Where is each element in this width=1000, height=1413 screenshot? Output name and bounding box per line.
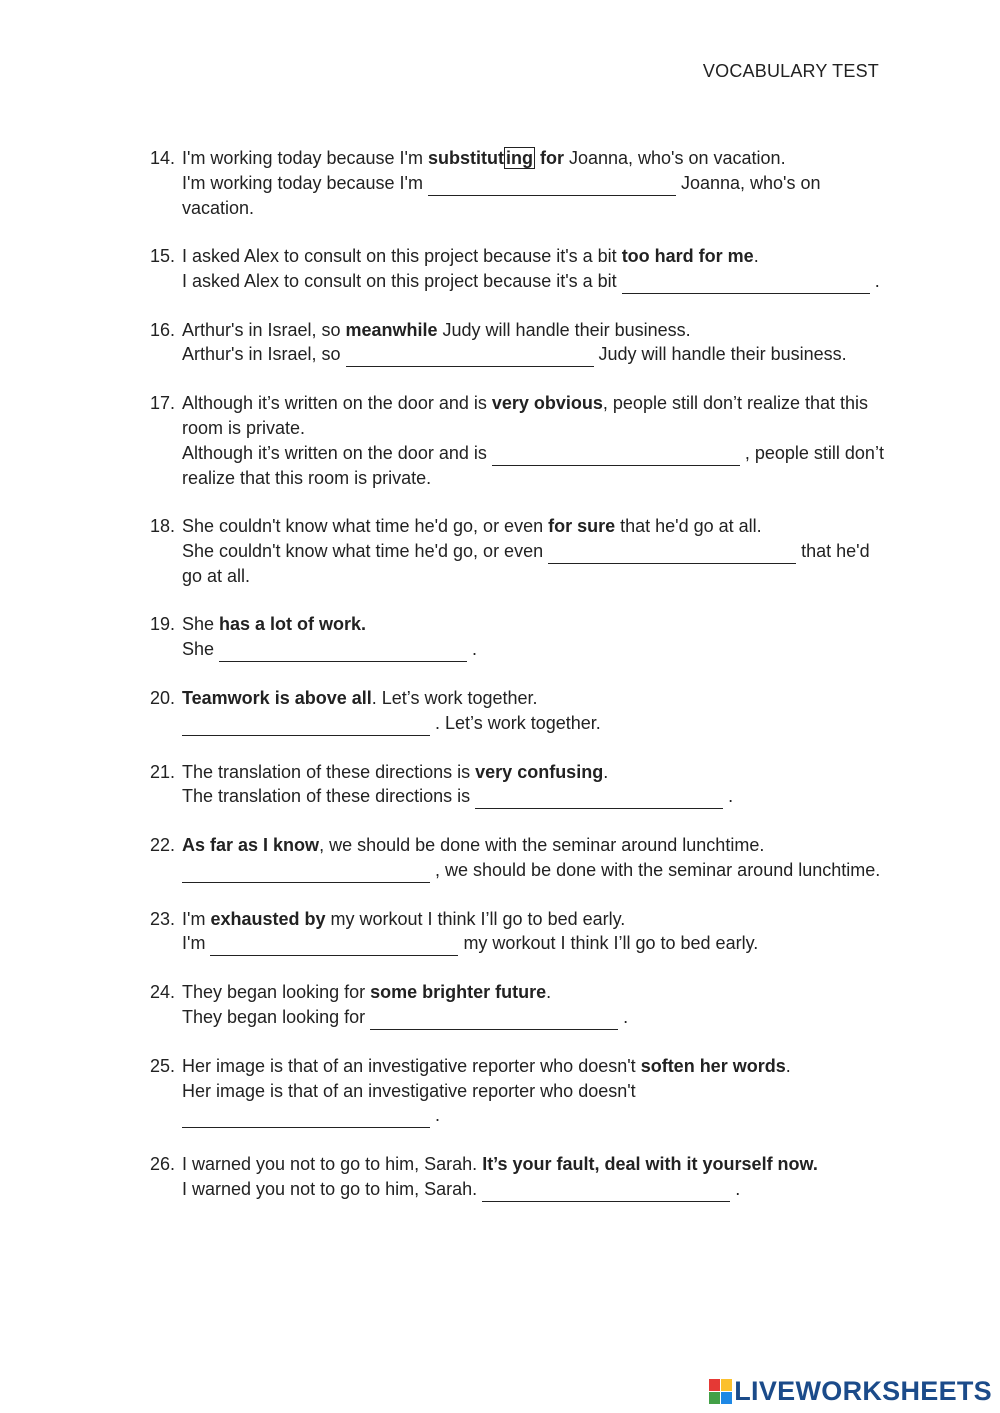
question-number: 14. <box>150 148 176 168</box>
original-sentence: The translation of these directions is very confusing. <box>182 761 609 782</box>
original-sentence: I'm exhausted by my workout I think I’ll go to bed early. <box>182 908 626 929</box>
question-18 <box>150 514 885 588</box>
logo-square-green <box>709 1392 720 1404</box>
question-16 <box>150 318 885 368</box>
question-number: 23. <box>150 908 176 929</box>
rewrite-sentence: She couldn't know what time he'd go, or even that he'd go at all. <box>182 540 870 586</box>
question-14 <box>150 146 885 220</box>
original-sentence: I asked Alex to consult on this project because it's a bit too hard for me. <box>182 246 759 267</box>
original-sentence: Teamwork is above all. Let’s work together. <box>182 687 538 708</box>
answer-input-23[interactable] <box>210 935 458 956</box>
question-26 <box>150 1152 885 1202</box>
answer-input-16[interactable] <box>346 346 594 367</box>
rewrite-sentence: She . <box>182 637 885 662</box>
original-sentence: Although it’s written on the door and is very obvious, people still don’t realize that this room is private. <box>182 393 869 438</box>
original-sentence: She has a lot of work. <box>182 614 367 635</box>
target-phrase: exhausted by <box>210 908 326 929</box>
answer-input-17[interactable] <box>492 445 740 466</box>
logo-square-blue <box>721 1392 732 1404</box>
logo-square-red <box>709 1379 720 1391</box>
answer-input-14[interactable] <box>428 175 676 196</box>
answer-input-15[interactable] <box>622 273 870 294</box>
original-sentence: I warned you not to go to him, Sarah. It’s your fault, deal with it yourself now. <box>182 1154 818 1175</box>
question-number: 25. <box>150 1055 176 1076</box>
question-number: 21. <box>150 761 176 782</box>
answer-input-24[interactable] <box>370 1009 618 1030</box>
logo-icon <box>709 1379 732 1404</box>
answer-input-26[interactable] <box>482 1181 730 1202</box>
target-phrase: substitut ing for <box>427 148 564 168</box>
rewrite-sentence: Arthur's in Israel, so Judy will handle their business. <box>182 342 885 367</box>
question-25 <box>150 1054 885 1128</box>
answer-input-25[interactable] <box>182 1107 430 1128</box>
target-phrase: As far as I know <box>182 835 320 856</box>
answer-input-22[interactable] <box>182 862 430 883</box>
rewrite-sentence: I warned you not to go to him, Sarah. . <box>182 1177 885 1202</box>
question-20 <box>150 686 885 736</box>
target-phrase: very confusing <box>475 761 604 782</box>
question-17 <box>150 391 885 490</box>
question-number: 20. <box>150 687 176 708</box>
logo-square-yellow <box>721 1379 732 1391</box>
question-19 <box>150 612 885 662</box>
question-number: 19. <box>150 614 176 635</box>
rewrite-sentence: Her image is that of an investigative reporter who doesn't . <box>182 1079 885 1129</box>
question-21 <box>150 760 885 810</box>
target-phrase: meanwhile <box>345 319 438 340</box>
original-sentence: Her image is that of an investigative reporter who doesn't soften her words. <box>182 1055 791 1076</box>
question-number: 22. <box>150 835 176 856</box>
question-15 <box>150 244 885 294</box>
cursor-box: ing <box>505 148 533 168</box>
target-phrase: very obvious <box>491 393 603 414</box>
question-list <box>150 146 885 1226</box>
original-sentence: She couldn't know what time he'd go, or even for sure that he'd go at all. <box>182 516 762 537</box>
answer-input-19[interactable] <box>219 641 467 662</box>
target-phrase: soften her words <box>640 1055 786 1076</box>
answer-input-20[interactable] <box>182 715 430 736</box>
target-phrase: has a lot of work. <box>219 614 367 635</box>
rewrite-sentence: . Let’s work together. <box>182 711 885 736</box>
rewrite-sentence: , we should be done with the seminar around lunchtime. <box>182 858 885 883</box>
rewrite-sentence: The translation of these directions is . <box>182 784 885 809</box>
rewrite-sentence: They began looking for . <box>182 1005 885 1030</box>
logo-text: LIVEWORKSHEETS <box>734 1376 992 1406</box>
question-number: 18. <box>150 516 176 537</box>
question-number: 24. <box>150 982 176 1003</box>
original-sentence: They began looking for some brighter future. <box>182 982 552 1003</box>
question-number: 26. <box>150 1154 176 1175</box>
question-23 <box>150 907 885 957</box>
original-sentence: As far as I know, we should be done with the seminar around lunchtime. <box>182 835 765 856</box>
question-number: 15. <box>150 246 176 267</box>
original-sentence: Arthur's in Israel, so meanwhile Judy will handle their business. <box>182 319 691 340</box>
target-phrase: some brighter future <box>370 982 547 1003</box>
question-24 <box>150 980 885 1030</box>
rewrite-sentence: I asked Alex to consult on this project because it's a bit . <box>182 269 885 294</box>
rewrite-sentence: Although it’s written on the door and is , people still don’t realize that this room is private. <box>182 442 884 488</box>
rewrite-sentence: I'm my workout I think I’ll go to bed early. <box>182 931 885 956</box>
target-phrase: too hard for me <box>621 246 754 267</box>
question-number: 16. <box>150 319 176 340</box>
page-title: VOCABULARY TEST <box>702 61 879 81</box>
question-number: 17. <box>150 393 176 414</box>
target-phrase: Teamwork is above all <box>182 687 372 708</box>
answer-input-21[interactable] <box>475 788 723 809</box>
target-phrase: It’s your fault, deal with it yourself now. <box>482 1154 818 1175</box>
rewrite-sentence: I'm working today because I'm Joanna, who's on vacation. <box>182 172 821 218</box>
original-sentence: I'm working today because I'm substitut ing for Joanna, who's on vacation. <box>182 148 786 168</box>
liveworksheets-logo <box>709 1376 992 1407</box>
answer-input-18[interactable] <box>548 543 796 564</box>
question-22 <box>150 833 885 883</box>
target-phrase: for sure <box>548 516 616 537</box>
